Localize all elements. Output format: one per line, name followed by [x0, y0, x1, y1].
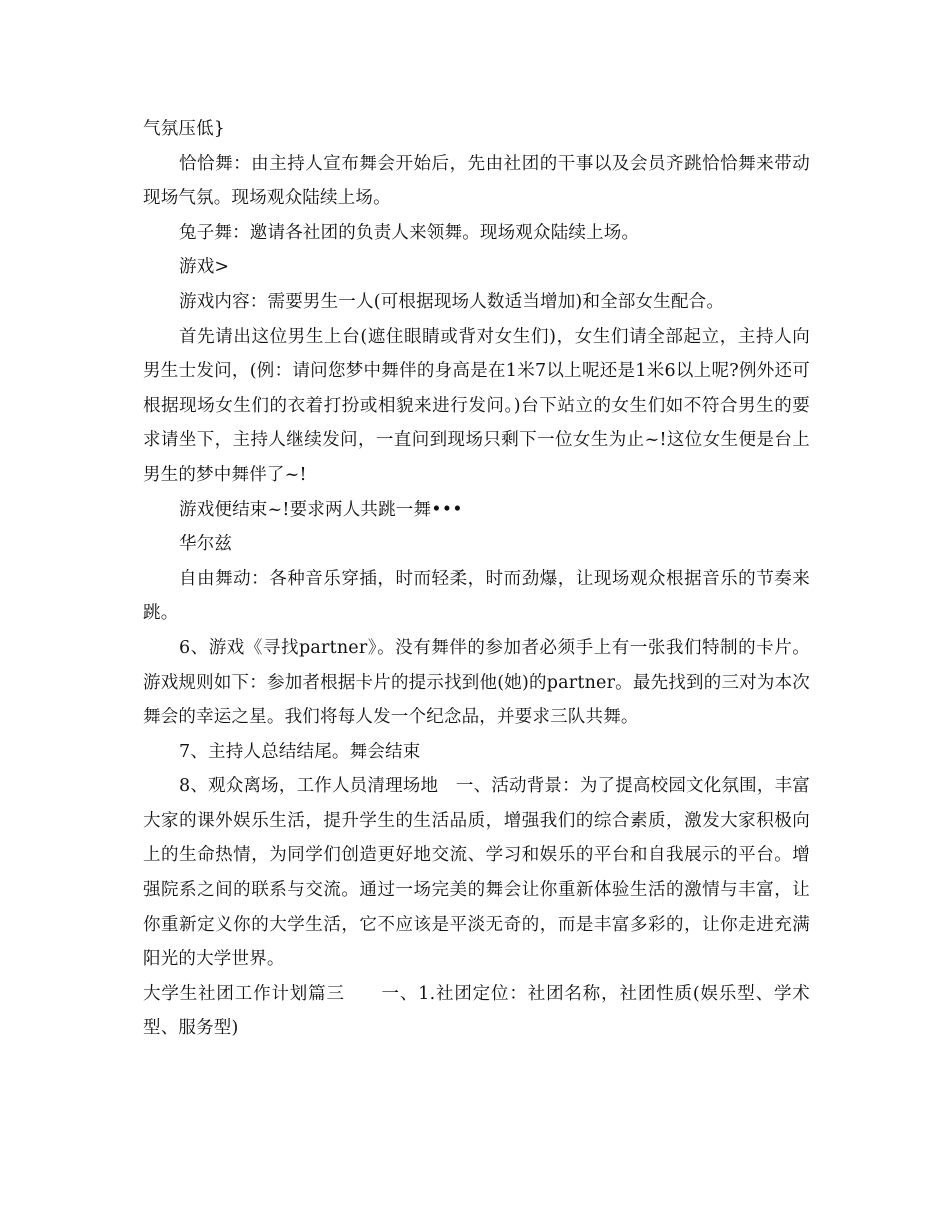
paragraph-11: 7、主持人总结结尾。舞会结束	[179, 741, 421, 762]
paragraph-1: 气氛压低}	[143, 119, 226, 139]
paragraph-12: 8、观众离场，工作人员清理场地 一、活动背景：为了提高校园文化氛围，丰富大家的课外娱乐生活，提升学生的生活品质，增强我们的综合素质，激发大家积极向上的生命热情，为同学们创造更好地交流、学习和娱乐的平台和自我展示的平台。增强院系之间的联系与交流。通过一场完美的舞会让你重新体验生活的激情与丰富，让你重新定义你的大学生活，它不应该是平淡无奇的，而是丰富多彩的，让你走进充满阳光的大学世界。	[143, 776, 810, 970]
document-body	[143, 112, 810, 1046]
paragraph-9: 自由舞动：各种音乐穿插，时而轻柔，时而劲爆，让现场观众根据音乐的节奏来跳。	[143, 568, 810, 624]
paragraph-8: 华尔兹	[179, 534, 233, 555]
paragraph-4: 游戏>	[179, 257, 230, 278]
paragraph-6: 首先请出这位男生上台(遮住眼睛或背对女生们)，女生们请全部起立，主持人向男生士发问，(例：请问您梦中舞伴的身高是在1米7以上呢还是1米6以上呢?例外还可根据现场女生们的衣着打扮或相貌来进行发问。)台下站立的女生们如不符合男生的要求请坐下，主持人继续发问，一直问到现场只剩下一位女生为止~!这位女生便是台上男生的梦中舞伴了~!	[143, 326, 810, 485]
paragraph-10: 6、游戏《寻找partner》。没有舞伴的参加者必须手上有一张我们特制的卡片。游戏规则如下：参加者根据卡片的提示找到他(她)的partner。最先找到的三对为本次舞会的幸运之星。我们将每人发一个纪念品，并要求三队共舞。	[143, 637, 810, 728]
paragraph-2: 恰恰舞：由主持人宣布舞会开始后，先由社团的干事以及会员齐跳恰恰舞来带动现场气氛。现场观众陆续上场。	[143, 153, 810, 209]
paragraph-5: 游戏内容：需要男生一人(可根据现场人数适当增加)和全部女生配合。	[179, 291, 725, 312]
paragraph-13: 大学生社团工作计划篇三 一、1.社团定位：社团名称，社团性质(娱乐型、学术型、服务型)	[143, 983, 810, 1039]
paragraph-3: 兔子舞：邀请各社团的负责人来领舞。现场观众陆续上场。	[179, 222, 640, 243]
paragraph-7: 游戏便结束~!要求两人共跳一舞•••	[179, 499, 463, 520]
